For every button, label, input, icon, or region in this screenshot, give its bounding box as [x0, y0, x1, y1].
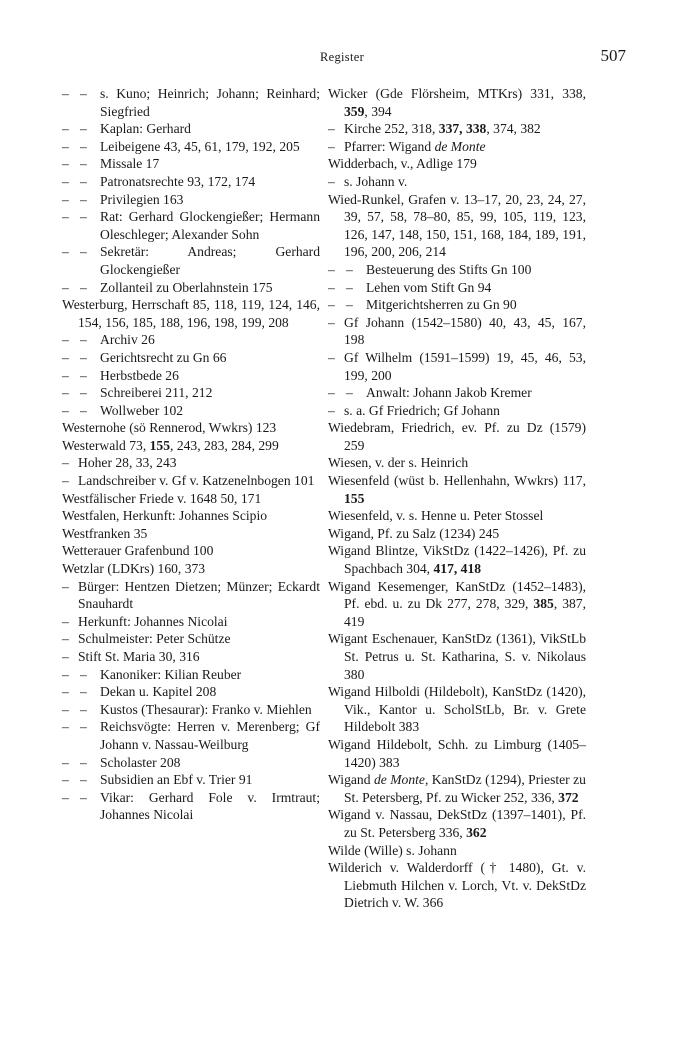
index-entry [328, 630, 586, 683]
index-subentry [62, 789, 320, 824]
entry-text: Wicker (Gde Flörsheim, MTKrs) 331, 338, 359, 394 [328, 86, 586, 119]
subentry-dash: – [62, 121, 69, 137]
index-subentry [328, 173, 586, 191]
subentry-dash: – [62, 349, 69, 365]
index-subentry [62, 85, 320, 120]
entry-text: Westerwald 73, 155, 243, 283, 284, 299 [62, 437, 279, 453]
subentry-dash: – [62, 173, 69, 189]
index-subentry [62, 754, 320, 772]
subentry-dash: – [62, 455, 69, 471]
subentry-dash: – [62, 156, 69, 172]
entry-text: Wigand Hildebolt, Schh. zu Limburg (1405–1420) 383 [328, 736, 586, 770]
entry-text: Landschreiber v. Gf v. Katzenelnbogen 101 [78, 473, 315, 489]
entry-text: Widderbach, v., Adlige 179 [328, 156, 477, 172]
subentry-dash: – [62, 209, 69, 225]
entry-text: Wiesen, v. der s. Heinrich [328, 455, 469, 471]
index-column-right [328, 85, 586, 912]
index-subentry [62, 367, 320, 385]
index-subentry [328, 296, 586, 314]
entry-text: Wiesenfeld (wüst b. Hellenhahn, Wwkrs) 117, 155 [328, 473, 586, 506]
index-entry [328, 736, 586, 771]
index-subentry [62, 138, 320, 156]
entry-text: Westerburg, Herrschaft 85, 118, 119, 124, 146, 154, 156, 185, 188, 196, 198, 199, 208 [62, 297, 320, 330]
index-entry [328, 155, 586, 173]
subentry-dash: – [328, 261, 335, 277]
entry-text: s. Kuno; Heinrich; Johann; Reinhard; Siegfried [100, 86, 320, 119]
index-entry [62, 490, 320, 508]
index-subentry [62, 173, 320, 191]
index-subentry [62, 155, 320, 173]
subentry-dash: – [328, 349, 335, 365]
entry-text: Gerichtsrecht zu Gn 66 [100, 349, 227, 365]
index-entry [328, 191, 586, 261]
entry-text: Herbstbede 26 [100, 367, 179, 383]
index-subentry [62, 648, 320, 666]
subentry-dash: – [80, 156, 87, 172]
index-subentry [62, 472, 320, 490]
page-header [58, 46, 626, 70]
subentry-dash: – [62, 754, 69, 770]
index-subentry [62, 718, 320, 753]
index-entry [328, 859, 586, 912]
index-entry [328, 842, 586, 860]
subentry-dash: – [80, 209, 87, 225]
index-subentry [62, 384, 320, 402]
subentry-dash: – [62, 666, 69, 682]
index-subentry [62, 701, 320, 719]
subentry-dash: – [62, 244, 69, 260]
index-subentry [62, 243, 320, 278]
index-entry [328, 771, 586, 806]
entry-text: Scholaster 208 [100, 754, 181, 770]
entry-text: Rat: Gerhard Glockengießer; Hermann Oleschleger; Alexander Sohn [100, 209, 320, 242]
subentry-dash: – [62, 613, 69, 629]
entry-text: Wollweber 102 [100, 402, 184, 418]
subentry-dash: – [80, 244, 87, 260]
subentry-dash: – [62, 86, 69, 101]
subentry-dash: – [80, 719, 87, 735]
subentry-dash: – [80, 121, 87, 137]
entry-text: s. a. Gf Friedrich; Gf Johann [344, 402, 500, 418]
entry-text: Missale 17 [100, 156, 160, 172]
index-subentry [62, 349, 320, 367]
index-entry [62, 419, 320, 437]
subentry-dash: – [62, 191, 69, 207]
subentry-dash: – [346, 261, 353, 277]
subentry-dash: – [62, 684, 69, 700]
subentry-dash: – [62, 279, 69, 295]
index-subentry [328, 261, 586, 279]
index-subentry [328, 314, 586, 349]
index-subentry [62, 331, 320, 349]
entry-text: Gf Wilhelm (1591–1599) 19, 45, 46, 53, 199, 200 [344, 349, 586, 383]
subentry-dash: – [80, 701, 87, 717]
subentry-dash: – [328, 385, 335, 401]
index-entry [328, 578, 586, 631]
index-entry [328, 542, 586, 577]
entry-text: Privilegien 163 [100, 191, 184, 207]
index-subentry [328, 384, 586, 402]
subentry-dash: – [62, 402, 69, 418]
entry-text: Westfranken 35 [62, 525, 148, 541]
index-entry [328, 683, 586, 736]
entry-text: Lehen vom Stift Gn 94 [366, 279, 492, 295]
entry-text: Schreiberei 211, 212 [100, 385, 213, 401]
entry-text: Subsidien an Ebf v. Trier 91 [100, 772, 253, 788]
entry-text: Vikar: Gerhard Fole v. Irmtraut; Johannes Nicolai [100, 789, 320, 823]
entry-text: Herkunft: Johannes Nicolai [78, 613, 228, 629]
index-entry [328, 419, 586, 454]
entry-text: Stift St. Maria 30, 316 [78, 649, 200, 664]
index-subentry [62, 578, 320, 613]
entry-text: Wiesenfeld, v. s. Henne u. Peter Stossel [328, 508, 544, 524]
entry-text: Zollanteil zu Oberlahnstein 175 [100, 279, 273, 295]
index-entry [62, 296, 320, 331]
entry-text: Anwalt: Johann Jakob Kremer [366, 385, 532, 401]
subentry-dash: – [62, 473, 69, 489]
index-entry [328, 472, 586, 507]
entry-text: Westernohe (sö Rennerod, Wwkrs) 123 [62, 420, 277, 436]
subentry-dash: – [80, 191, 87, 207]
index-subentry [328, 279, 586, 297]
entry-text: Wigand, Pf. zu Salz (1234) 245 [328, 525, 500, 541]
subentry-dash: – [328, 402, 335, 418]
entry-text: Westfälischer Friede v. 1648 50, 171 [62, 490, 262, 506]
index-subentry [62, 454, 320, 472]
index-subentry [62, 279, 320, 297]
subentry-dash: – [80, 789, 87, 805]
subentry-dash: – [346, 297, 353, 313]
index-entry [328, 525, 586, 543]
index-entry [62, 560, 320, 578]
subentry-dash: – [328, 314, 335, 330]
entry-text: Bürger: Hentzen Dietzen; Münzer; Eckardt Snauhardt [78, 578, 320, 612]
subentry-dash: – [80, 402, 87, 418]
entry-text: Wied-Runkel, Grafen v. 13–17, 20, 23, 24, 27, 39, 57, 58, 78–80, 85, 99, 105, 119, 123, 126, 147, 148, 150, 151, 168, 184, 189, 191, 196, 200, 206, 214 [328, 191, 586, 260]
page-number: 507 [600, 46, 626, 65]
entry-text: Wiedebram, Friedrich, ev. Pf. zu Dz (1579) 259 [328, 420, 586, 453]
index-subentry [328, 120, 586, 138]
index-subentry [62, 208, 320, 243]
subentry-dash: – [328, 297, 335, 313]
subentry-dash: – [328, 138, 335, 154]
entry-text: s. Johann v. [344, 173, 408, 189]
index-subentry [62, 191, 320, 209]
index-subentry [328, 349, 586, 384]
subentry-dash: – [80, 385, 87, 401]
entry-text: Wigand Hilboldi (Hildebolt), KanStDz (1420), Vik., Kantor u. ScholStLb, Br. v. Grete Hildebolt 383 [328, 684, 586, 735]
index-entry [328, 806, 586, 841]
entry-text: Wigand v. Nassau, DekStDz (1397–1401), Pf. zu St. Petersberg 336, 362 [328, 807, 586, 840]
entry-text: Kirche 252, 318, 337, 338, 374, 382 [344, 121, 541, 137]
index-subentry [62, 630, 320, 648]
entry-text: Westfalen, Herkunft: Johannes Scipio [62, 508, 268, 524]
index-subentry [328, 138, 586, 156]
index-subentry [62, 683, 320, 701]
index-column-left [62, 85, 320, 824]
entry-text: Leibeigene 43, 45, 61, 179, 192, 205 [100, 138, 300, 154]
entry-text: Sekretär: Andreas; Gerhard Glockengießer [100, 244, 320, 277]
subentry-dash: – [80, 666, 87, 682]
entry-text: Besteuerung des Stifts Gn 100 [366, 261, 532, 277]
running-head: Register [319, 50, 365, 64]
index-entry [328, 85, 586, 120]
entry-text: Reichsvögte: Herren v. Merenberg; Gf Johann v. Nassau-Weilburg [100, 719, 320, 752]
index-entry [328, 454, 586, 472]
subentry-dash: – [80, 367, 87, 383]
subentry-dash: – [62, 789, 69, 805]
entry-text: Wigand de Monte, KanStDz (1294), Priester zu St. Petersberg, Pf. zu Wicker 252, 336, 372 [328, 772, 586, 805]
entry-text: Archiv 26 [100, 332, 155, 348]
entry-text: Mitgerichtsherren zu Gn 90 [366, 297, 517, 313]
entry-text: Hoher 28, 33, 243 [78, 455, 177, 471]
index-entry [328, 507, 586, 525]
subentry-dash: – [80, 138, 87, 154]
subentry-dash: – [346, 385, 353, 401]
index-entry [62, 542, 320, 560]
subentry-dash: – [328, 173, 335, 189]
entry-text: Patronatsrechte 93, 172, 174 [100, 173, 256, 189]
subentry-dash: – [328, 279, 335, 295]
entry-text: Wigand Blintze, VikStDz (1422–1426), Pf. zu Spachbach 304, 417, 418 [328, 543, 586, 577]
index-subentry [328, 402, 586, 420]
entry-text: Wetterauer Grafenbund 100 [62, 543, 214, 559]
index-subentry [62, 120, 320, 138]
subentry-dash: – [80, 684, 87, 700]
subentry-dash: – [62, 578, 69, 594]
entry-text: Schulmeister: Peter Schütze [78, 631, 231, 647]
subentry-dash: – [62, 649, 69, 664]
subentry-dash: – [62, 631, 69, 647]
entry-text: Wigand Kesemenger, KanStDz (1452–1483), Pf. ebd. u. zu Dk 277, 278, 329, 385, 387, 419 [328, 578, 586, 629]
subentry-dash: – [62, 701, 69, 717]
index-entry [62, 507, 320, 525]
subentry-dash: – [80, 86, 87, 101]
subentry-dash: – [62, 719, 69, 735]
entry-text: Kustos (Thesaurar): Franko v. Miehlen [100, 701, 312, 717]
entry-text: Wilderich v. Walderdorff († 1480), Gt. v. Liebmuth Hilchen v. Lorch, Vt. v. DekStDz Dietrich v. W. 366 [328, 860, 586, 911]
entry-text: Kanoniker: Kilian Reuber [100, 666, 242, 682]
index-subentry [62, 402, 320, 420]
entry-text: Kaplan: Gerhard [100, 121, 191, 137]
subentry-dash: – [80, 279, 87, 295]
subentry-dash: – [62, 138, 69, 154]
index-entry [62, 437, 320, 455]
index-subentry [62, 771, 320, 789]
subentry-dash: – [80, 173, 87, 189]
subentry-dash: – [62, 385, 69, 401]
index-subentry [62, 613, 320, 631]
subentry-dash: – [328, 121, 335, 137]
subentry-dash: – [80, 772, 87, 788]
entry-text: Pfarrer: Wigand de Monte [344, 138, 486, 154]
entry-text: Wilde (Wille) s. Johann [328, 842, 457, 858]
index-entry [62, 525, 320, 543]
entry-text: Gf Johann (1542–1580) 40, 43, 45, 167, 198 [344, 314, 586, 348]
subentry-dash: – [80, 754, 87, 770]
subentry-dash: – [62, 332, 69, 348]
entry-text: Dekan u. Kapitel 208 [100, 684, 217, 700]
subentry-dash: – [62, 772, 69, 788]
subentry-dash: – [80, 349, 87, 365]
entry-text: Wetzlar (LDKrs) 160, 373 [62, 561, 206, 577]
entry-text: Wigant Eschenauer, KanStDz (1361), VikStLb St. Petrus u. St. Katharina, S. v. Nikolaus 380 [328, 631, 586, 682]
subentry-dash: – [80, 332, 87, 348]
subentry-dash: – [346, 279, 353, 295]
index-subentry [62, 666, 320, 684]
subentry-dash: – [62, 367, 69, 383]
